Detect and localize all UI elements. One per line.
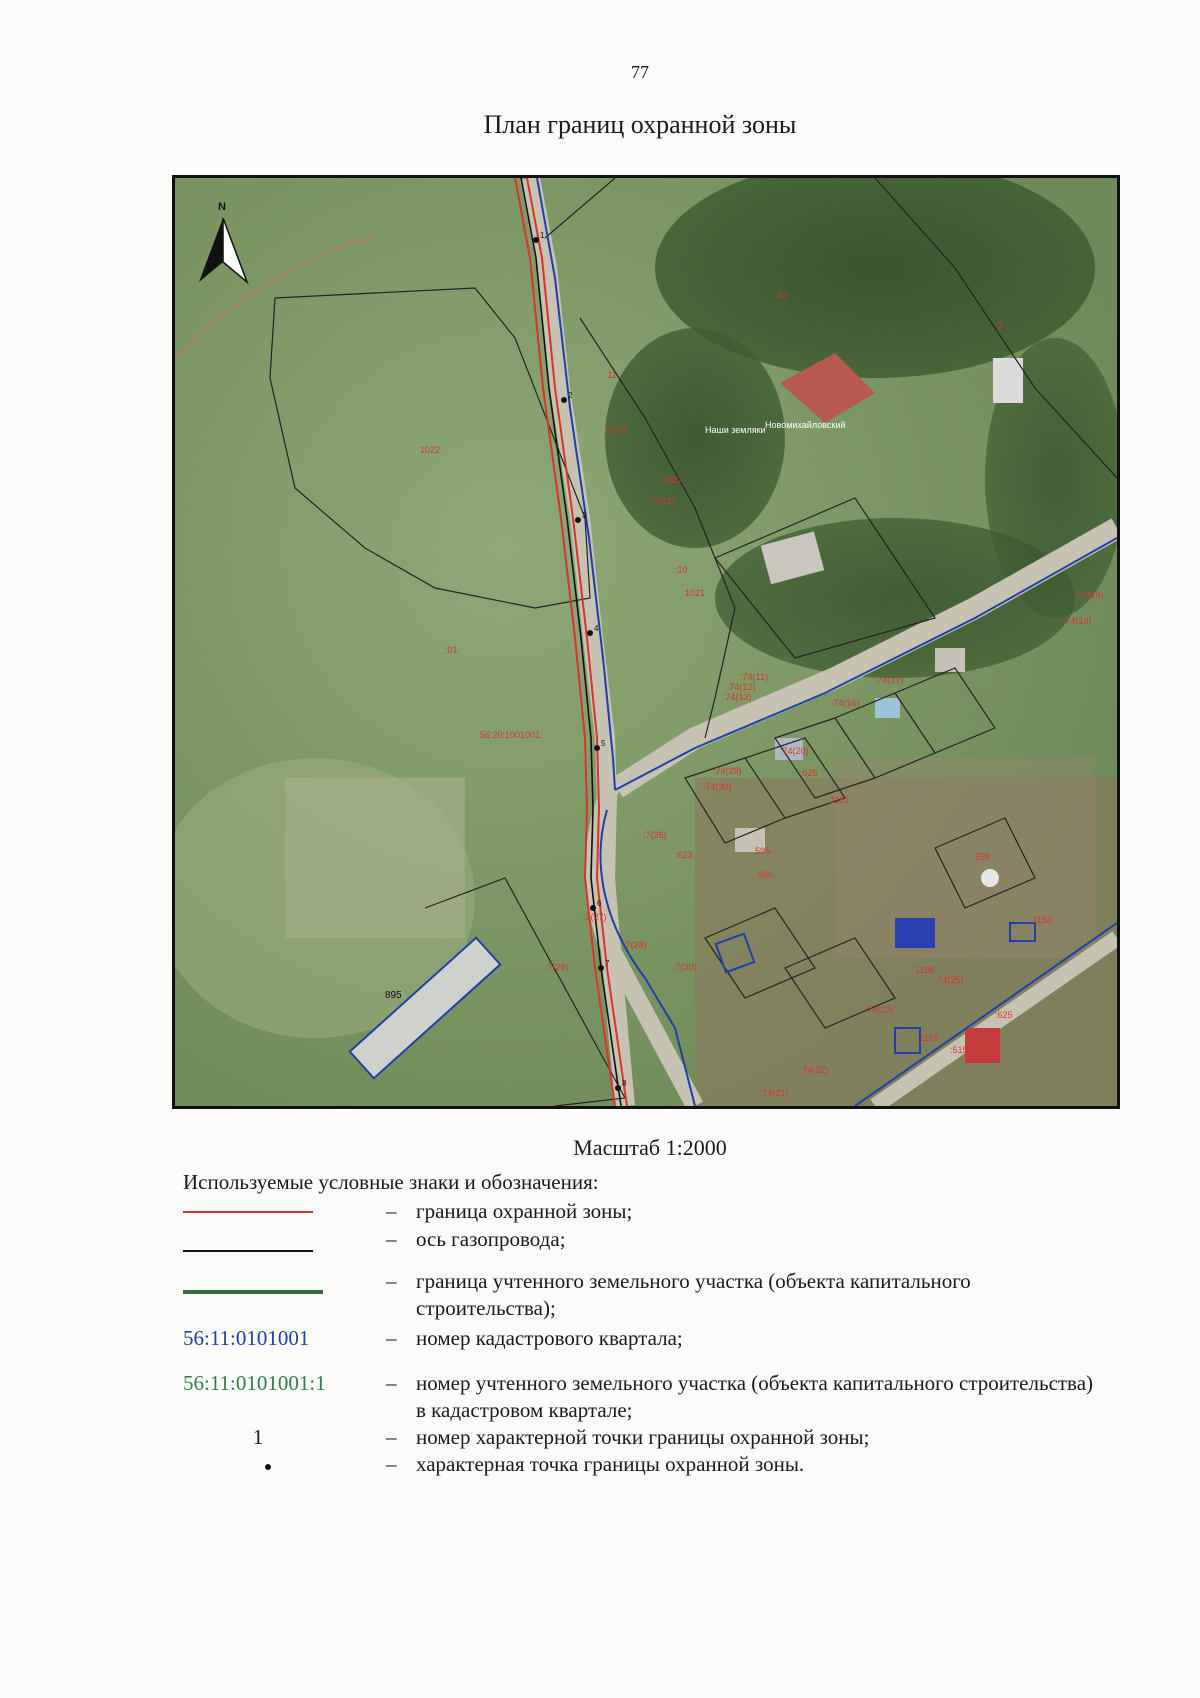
legend-item-point-number [183, 1424, 1103, 1451]
label-1155: :1155 [917, 1033, 939, 1043]
label-1022: 1022 [420, 445, 441, 455]
label-7-31: :7(31) [651, 496, 675, 506]
round-structure [981, 869, 999, 887]
legend-dash: – [386, 1199, 397, 1223]
legend-symbol-green-line [183, 1290, 333, 1294]
label-7-26: :7(26) [643, 830, 667, 840]
label-895: 895 [385, 990, 402, 1001]
house-4 [935, 648, 965, 672]
legend-symbol-black-line [183, 1250, 333, 1252]
legend-text: граница учтенного земельного участка (объекта капитального строительства); [416, 1269, 971, 1320]
label-74-22: :74(22) [800, 1065, 829, 1075]
legend-text: характерная точка границы охранной зоны. [416, 1452, 805, 1476]
map-frame [172, 175, 1120, 1109]
legend-text: номер учтенного земельного участка (объекта капитального строительства) в кадастровом квартале; [416, 1371, 1094, 1422]
legend-text: ось газопровода; [416, 1227, 566, 1251]
quarter-number-label: 56:20:1001001 [480, 730, 541, 740]
red-roof-house [965, 1028, 1000, 1063]
village-area-2 [835, 758, 1095, 958]
legend-item-gas-axis [183, 1226, 1103, 1253]
label-74-21: :74(21) [760, 1088, 789, 1098]
label-1186: 1186 [915, 965, 935, 975]
label-01: :01 [445, 645, 458, 655]
label-623: :623 [675, 850, 693, 860]
label-74-19: :74(19) [1063, 616, 1092, 626]
legend-symbol-parcel-code: 56:11:0101001:1 [183, 1371, 326, 1395]
label-1020: 1020 [661, 475, 682, 485]
legend-item-parcel-boundary [183, 1268, 1103, 1322]
page-number: 77 [631, 62, 649, 82]
label-10: :10 [675, 565, 688, 575]
legend-text: граница охранной зоны; [416, 1199, 633, 1223]
label-7-28: :7(28) [623, 940, 647, 950]
point-number-4: 4 [594, 624, 599, 633]
label-74-20: :74(20) [780, 746, 809, 756]
label-74-29: :74(29) [713, 766, 742, 776]
legend-symbol-dot [265, 1464, 271, 1470]
bare-field [285, 778, 465, 938]
legend-symbol-quarter-code: 56:11:0101001 [183, 1326, 310, 1350]
point-number-8: 8 [622, 1079, 627, 1088]
label-625: :625 [800, 768, 818, 778]
label-1156: :1156 [1030, 915, 1052, 925]
legend-dash: – [386, 1227, 397, 1251]
label-74-17: :74(17) [875, 675, 904, 685]
label-74-11: :74(11) [740, 672, 768, 682]
label-1021: 1021 [685, 588, 706, 598]
label-1181: 1181 [830, 795, 850, 805]
point-number-2: 2 [568, 391, 573, 400]
label-7-29: :7(29) [545, 962, 569, 972]
legend-symbol-point-number: 1 [252, 1425, 264, 1449]
label-599: 599 [975, 852, 991, 862]
label-515: :515 [950, 1045, 968, 1055]
map-scale: Масштаб 1:2000 [573, 1135, 727, 1160]
label-1: :1 [995, 320, 1003, 330]
label-590: 590 [758, 870, 774, 880]
label-74-12: :74(12) [727, 682, 756, 692]
place-label-1: Новомихайловский [765, 420, 846, 430]
point-number-1: 1 [540, 231, 545, 240]
point-number-7: 7 [605, 959, 610, 968]
place-label-2: Наши земляки [705, 425, 766, 435]
label-74-13: :74(13) [723, 692, 752, 702]
page-title: План границ охранной зоны [483, 110, 797, 139]
legend-item-protection-zone [183, 1198, 1103, 1225]
satellite-map [175, 178, 1117, 1106]
label-74-18: :74(18) [1075, 590, 1104, 600]
label-74-23: :74(23) [865, 1005, 894, 1015]
label-7-25: :7(25) [603, 425, 627, 435]
legend-dash: – [386, 1425, 397, 1449]
tree-area-center [605, 328, 785, 548]
legend-item-cadastral-quarter [183, 1325, 1103, 1352]
point-number-5: 5 [601, 739, 606, 748]
label-7-27: :7(27) [583, 912, 607, 922]
label-74-30: :74(30) [703, 782, 732, 792]
point-number-6: 6 [597, 899, 602, 908]
legend-dash: – [386, 1371, 397, 1395]
legend-text: номер характерной точки границы охранной зоны; [416, 1425, 870, 1449]
legend-dash: – [386, 1269, 397, 1293]
label-74-16: :74(16) [831, 698, 860, 708]
legend-dash: – [386, 1452, 397, 1476]
legend-symbol-red-line [183, 1211, 333, 1213]
house-2 [875, 698, 900, 718]
legend-item-characteristic-point [183, 1451, 1103, 1478]
legend-dash: – [386, 1326, 397, 1350]
label-74-25: :74(25) [935, 975, 964, 985]
blue-roof-building [895, 918, 935, 948]
label-595: 595 [755, 846, 771, 856]
label-7-30: :7(30) [673, 962, 697, 972]
point-number-3: 3 [582, 511, 587, 520]
legend-item-parcel-number [183, 1370, 1103, 1424]
east-building [993, 358, 1023, 403]
north-label: N [218, 201, 226, 213]
legend-heading: Используемые условные знаки и обозначения: [183, 1170, 599, 1194]
label-625b: :625 [995, 1010, 1013, 1020]
label-13: :13 [775, 290, 788, 300]
legend-text: номер кадастрового квартала; [416, 1326, 683, 1350]
label-11: :11 [605, 370, 617, 380]
